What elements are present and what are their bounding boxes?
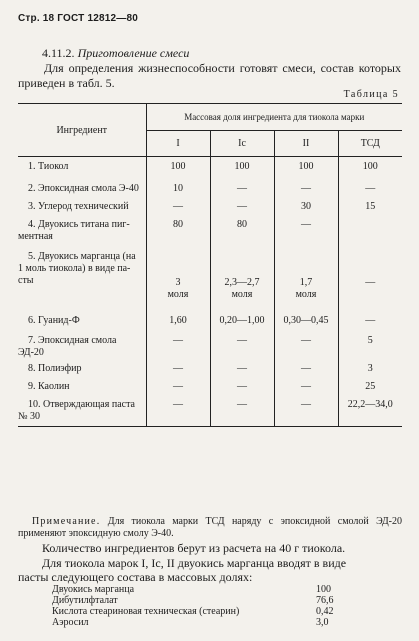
cell-value: — [274, 331, 338, 359]
grade-header: II [274, 131, 338, 157]
table-row [18, 247, 402, 311]
paste-item-value: 100 [316, 584, 331, 595]
cell-value: — [274, 395, 338, 427]
cell-value: 0,20—1,00 [210, 311, 274, 331]
cell-value: 15 [365, 200, 376, 212]
ingredient-name: 9. Каолин [18, 377, 146, 395]
cell-value: — [210, 197, 274, 215]
col-ingredient-header: Ингредиент [18, 104, 146, 157]
cell-value: 100 [274, 157, 338, 179]
cell-value: 100 [210, 157, 274, 179]
paragraph-paste-line2: пасты следующего состава в массовых долях: [18, 570, 253, 584]
section-number: 4.11.2. [42, 46, 75, 60]
cell-value: 22,2—34,0 [347, 398, 393, 410]
paste-item-name: Аэросил [52, 617, 89, 628]
paragraph-amount: Количество ингредиентов берут из расчета на 40 г тиокола. [42, 541, 346, 555]
cell-value: — [365, 314, 376, 326]
table-row [18, 197, 402, 215]
table-row [18, 377, 402, 395]
table-row [18, 157, 402, 179]
cell-value: — [146, 395, 210, 427]
table-row [18, 359, 402, 377]
ingredient-name: 5. Двуокись марганца (на 1 моль тиокола) в виде па- сты [18, 247, 146, 311]
cell-value: 1,60 [146, 311, 210, 331]
cell-value: 0,30—0,45 [274, 311, 338, 331]
cell-value: — [274, 179, 338, 197]
cell-value: 100 [146, 157, 210, 179]
cell-value: 80 [146, 215, 210, 247]
grade-header: I [146, 131, 210, 157]
cell-value: — [146, 359, 210, 377]
cell-value: — [210, 331, 274, 359]
cell-value: — [210, 179, 274, 197]
paste-item-name: Дибутилфталат [52, 595, 118, 606]
paste-item-value: 76,6 [316, 595, 334, 606]
cell-value: 1,7 моля [274, 247, 338, 311]
ingredient-name: 2. Эпоксидная смола Э-40 [18, 179, 146, 197]
group-header: Массовая доля ингредиента для тиокола марки [146, 104, 402, 131]
cell-value: — [274, 377, 338, 395]
cell-value: 80 [210, 215, 274, 247]
grade-header: ТСД [338, 131, 402, 157]
table-row [18, 311, 402, 331]
cell-value: 2,3—2,7 моля [210, 247, 274, 311]
cell-value: — [146, 197, 210, 215]
ingredient-name: 10. Отверждающая паста № 30 [18, 395, 146, 427]
ingredient-name: 8. Полиэфир [18, 359, 146, 377]
cell-value: 3 моля [146, 247, 210, 311]
cell-value: — [365, 276, 376, 288]
paste-item-value: 0,42 [316, 606, 334, 617]
table-row [18, 179, 402, 197]
cell-value [338, 215, 402, 247]
cell-value: — [274, 359, 338, 377]
ingredient-name: 1. Тиокол [18, 157, 146, 179]
paste-item-value: 3,0 [316, 617, 329, 628]
cell-value: — [365, 182, 376, 194]
cell-value: — [146, 331, 210, 359]
ingredient-name: 4. Двуокись титана пиг- ментная [18, 215, 146, 247]
cell-value: — [210, 359, 274, 377]
note-label: Примечание. [32, 516, 101, 527]
ingredient-name: 7. Эпоксидная смола ЭД-20 [18, 331, 146, 359]
grade-header: Ic [210, 131, 274, 157]
note-text: Для тиокола марки ТСД наряду с эпоксидной смолой ЭД-20 применяют эпоксидную смолу Э-40. [18, 516, 403, 539]
table-row [18, 331, 402, 359]
cell-value: 100 [362, 161, 378, 172]
cell-value: — [274, 215, 338, 247]
intro-paragraph: Для определения жизнеспособности готовят смеси, состав которых приведен в табл. 5. [18, 61, 401, 90]
paste-item-name: Двуокись марганца [52, 584, 135, 595]
table-note [18, 516, 402, 540]
paragraph-paste-line1: Для тиокола марок I, Ic, II двуокись марганца вводят в виде [42, 556, 347, 570]
cell-value: — [210, 377, 274, 395]
ingredient-name: 3. Углерод технический [18, 197, 146, 215]
cell-value: 10 [146, 179, 210, 197]
ingredient-name: 6. Гуанид-Ф [18, 311, 146, 331]
section-title: Приготовление смеси [77, 46, 190, 60]
table-row [18, 215, 402, 247]
cell-value: — [146, 377, 210, 395]
section-heading [42, 46, 189, 61]
cell-value: — [210, 395, 274, 427]
page-header: Стр. 18 ГОСТ 12812—80 [18, 13, 138, 24]
table-caption: Таблица 5 [343, 89, 399, 100]
cell-value: 25 [365, 380, 376, 392]
cell-value: 30 [274, 197, 338, 215]
cell-value: 3 [367, 362, 373, 374]
table-row [18, 395, 402, 427]
paste-item-name: Кислота стеариновая техническая (стеарин) [52, 606, 240, 617]
cell-value: 5 [367, 334, 373, 346]
composition-table [18, 103, 402, 427]
